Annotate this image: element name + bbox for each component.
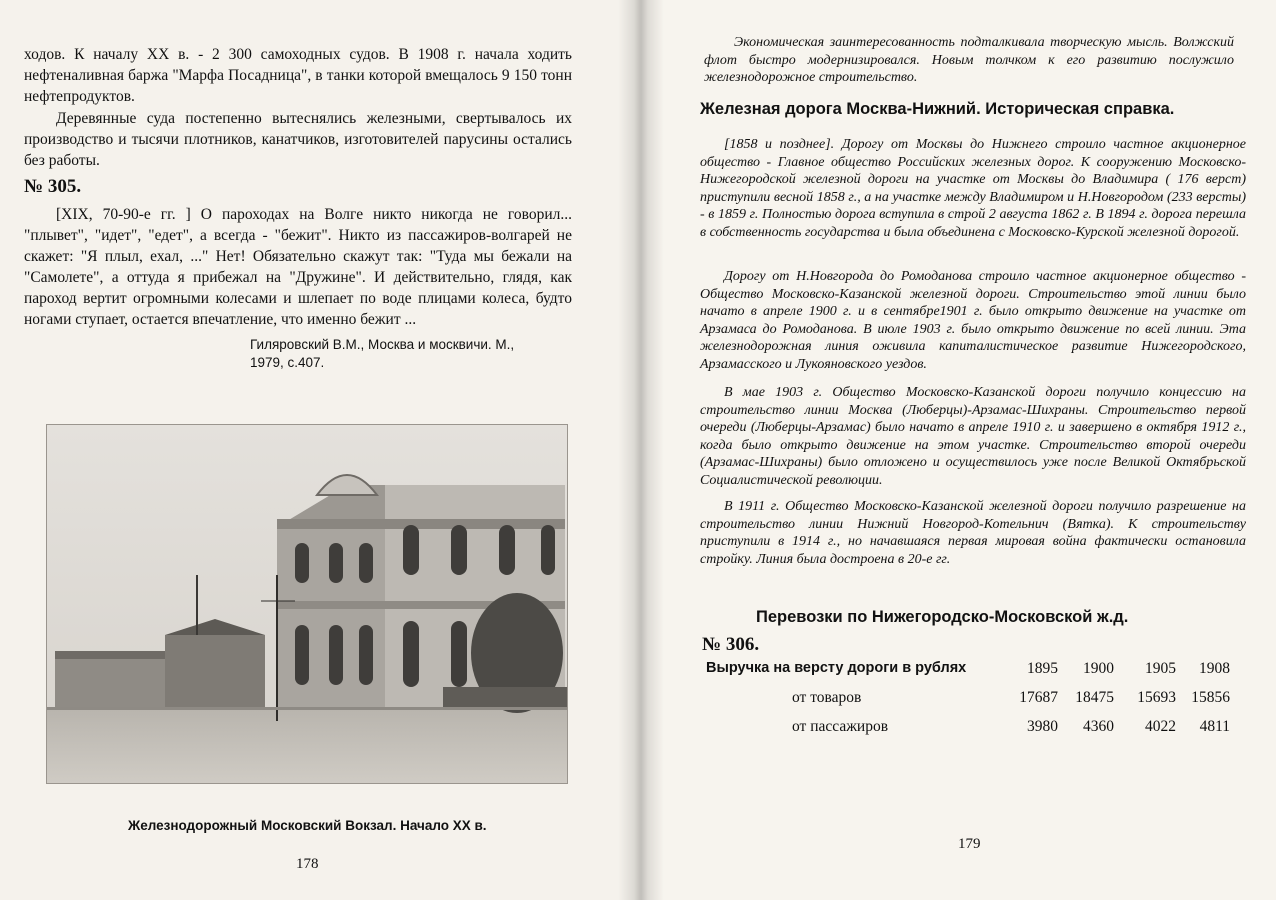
railway-heading: Железная дорога Москва-Нижний. Историческая справка. <box>700 100 1175 118</box>
page-number-left: 178 <box>296 856 319 872</box>
doc-305-text: [XIX, 70-90-е гг. ] О пароходах на Волге никто никогда не говорил... "плывет", "идет", "едет", а всегда - "бежит". Никто из пассажиров-волгарей не скажет: "Я плыл, ехал, ..." Нет! Обязательно скажут так: "Туда мы бежали на "Самолете", а оттуда я прибежал на "Дружине". И действительно, глядя, как пароход вертит огромными колесами и шлепает по воде плицами колеса, будто ногами ступает, остается впечатление, что именно бежит ... <box>24 206 572 328</box>
citation: Гиляровский В.М., Москва и москвичи. М., 1979, с.407. <box>250 337 515 370</box>
transport-section-heading: Перевозки по Нижегородско-Московской ж.д. <box>756 608 1129 626</box>
left-intro-text-2: Деревянные суда постепенно вытеснялись железными, свертывалось их производство и тысячи плотников, канатчиков, изготовителей парусины остались без работы. <box>24 110 572 169</box>
table-header-row <box>706 660 1246 689</box>
table-cell: 4360 <box>1083 718 1114 735</box>
table-year-1908: 1908 <box>1199 660 1230 677</box>
table-year-1895: 1895 <box>1027 660 1058 677</box>
right-page <box>640 0 1276 900</box>
revenue-table <box>706 660 1246 747</box>
left-intro-paragraph-2 <box>24 108 572 171</box>
railway-station-photo <box>46 424 568 784</box>
right-intro-italic: Экономическая заинтересованность подталкивала творческую мысль. Волжский флот быстро модернизировался. Новым толчком к его развитию послужило железнодорожное строительство. <box>704 35 1234 85</box>
table-year-1900: 1900 <box>1083 660 1114 677</box>
table-header-label: Выручка на версту дороги в рублях <box>706 660 967 676</box>
railway-paragraph-3: В мае 1903 г. Общество Московско-Казанской дороги получило концессию на строительство линии Москва (Люберцы)-Арзамас-Шихраны. Строительство первой очереди (Люберцы-Арзамас) было начато в апреле 1910 г. и завершено в октября 1912 г., когда было открыто движение на этом участке. Строительство второй очереди (Арзамас-Шихраны) было отложено и осуществилось уже после Великой Октябрьской Социалистической революции. <box>700 385 1246 488</box>
table-cell: 18475 <box>1075 689 1114 706</box>
railway-paragraph-1: [1858 и позднее]. Дорогу от Москвы до Нижнего строило частное акционерное общество - Главное общество Российских железных дорог. К сооружению Московско-Нижегородской железной дороги на участке от Москвы до Владимира ( 176 верст) приступили весной 1858 г., а на участке между Владимиром и Н.Новгородом (233 версты) - в 1859 г. Полностью дорога вступила в строй 2 августа 1862 г. В 1894 г. дорога перешла в собственность государства и была объединена с Московско-Курской железной дорогой. <box>700 137 1246 240</box>
table-year-1905: 1905 <box>1145 660 1176 677</box>
photo-caption: Железнодорожный Московский Вокзал. Начало XX в. <box>128 818 487 833</box>
station-illustration <box>47 425 567 783</box>
doc-number-305: № 305. <box>24 176 82 197</box>
table-cell: 15856 <box>1191 689 1230 706</box>
table-row <box>706 718 1246 747</box>
table-cell: 15693 <box>1137 689 1176 706</box>
left-intro-paragraph-1 <box>24 44 572 107</box>
doc-number-306: № 306. <box>702 634 760 655</box>
left-intro-text-1: ходов. К началу XX в. - 2 300 самоходных судов. В 1908 г. начала ходить нефтеналивная баржа "Марфа Посадница", в танки которой вмещалось 9 150 тонн нефтепродуктов. <box>24 46 572 105</box>
page-number-right: 179 <box>958 836 981 852</box>
table-row-label: от пассажиров <box>792 718 889 735</box>
railway-paragraph-2: Дорогу от Н.Новгорода до Ромоданова строило частное акционерное общество - Общество Московско-Казанской железной дороги. Строительство этой линии было начато в апреле 1900 г. и в сентябре1901 г. было открыто движение на участке от Арзамаса до Ромоданова. В июле 1903 г. было открыто движение по всей линии. Эта железнодорожная линия оживила капиталистическое развитие Нижегородского, Арзамасского и Лукояновского уездов. <box>700 269 1246 372</box>
table-row <box>706 689 1246 718</box>
railway-paragraph-4: В 1911 г. Общество Московско-Казанской железной дороги получило разрешение на строительство линии Нижний Новгород-Котельнич (Вятка). К строительству приступили в 1914 г., но начавшаяся первая мировая война фактически остановила стройку. Линия была достроена в 20-е гг. <box>700 499 1246 567</box>
table-row-label: от товаров <box>792 689 862 706</box>
table-cell: 4022 <box>1145 718 1176 735</box>
table-cell: 17687 <box>1019 689 1058 706</box>
table-cell: 4811 <box>1199 718 1230 735</box>
table-cell: 3980 <box>1027 718 1058 735</box>
